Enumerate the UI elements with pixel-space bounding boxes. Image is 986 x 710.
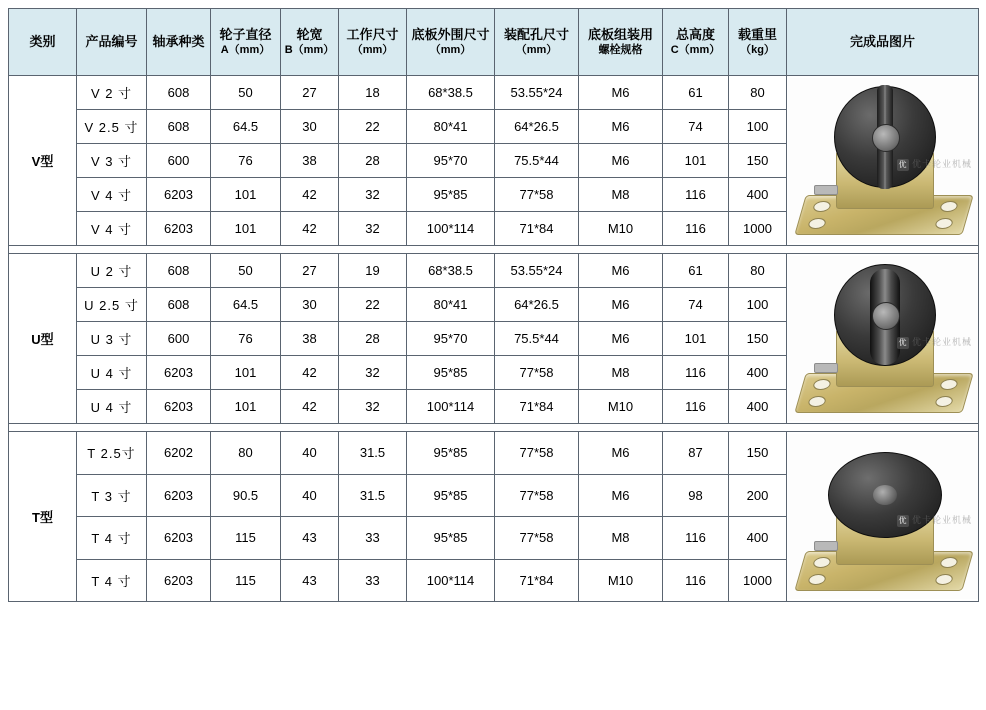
- cell-width: 38: [281, 144, 339, 178]
- cell-load: 1000: [729, 559, 787, 602]
- header-product-photo-main: 完成品图片: [849, 34, 915, 50]
- cell-hole-size: 64*26.5: [495, 110, 579, 144]
- header-wheel-width-sub: B（mm）: [284, 44, 335, 57]
- cell-diameter: 90.5: [211, 474, 281, 517]
- cell-hole-size: 77*58: [495, 432, 579, 475]
- header-mounting-hole-size-main: 装配孔尺寸: [503, 26, 569, 42]
- header-wheel-width: [281, 9, 339, 76]
- cell-working-size: 32: [339, 356, 407, 390]
- cell-working-size: 32: [339, 390, 407, 424]
- cell-width: 30: [281, 288, 339, 322]
- cell-hole-size: 71*84: [495, 390, 579, 424]
- cell-plate-size: 95*85: [407, 356, 495, 390]
- header-bolt-spec: [579, 9, 663, 76]
- cell-width: 42: [281, 178, 339, 212]
- cell-plate-size: 95*85: [407, 432, 495, 475]
- cell-bolt: M8: [579, 178, 663, 212]
- header-wheel-width-main: 轮宽: [296, 26, 323, 42]
- cell-bolt: M8: [579, 356, 663, 390]
- cell-diameter: 101: [211, 212, 281, 246]
- header-product-code: [77, 9, 147, 76]
- watermark-text: 优卡轮业机械: [911, 515, 972, 526]
- header-working-size: [339, 9, 407, 76]
- cell-height: 61: [663, 254, 729, 288]
- cell-plate-size: 68*38.5: [407, 254, 495, 288]
- cell-plate-size: 95*70: [407, 144, 495, 178]
- cell-load: 100: [729, 288, 787, 322]
- cell-bolt: M6: [579, 432, 663, 475]
- cell-bearing: 608: [147, 254, 211, 288]
- cell-bolt: M8: [579, 517, 663, 560]
- cell-model: U 2.5 寸: [77, 288, 147, 322]
- cell-height: 116: [663, 517, 729, 560]
- cell-plate-size: 68*38.5: [407, 76, 495, 110]
- cell-hole-size: 71*84: [495, 559, 579, 602]
- plate-hole-icon: [934, 396, 954, 407]
- cell-working-size: 22: [339, 288, 407, 322]
- header-plate-outer-size-sub: （mm）: [429, 44, 472, 57]
- header-wheel-diameter-sub: A（mm）: [220, 44, 271, 57]
- header-wheel-diameter: [211, 9, 281, 76]
- plate-hole-icon: [807, 574, 827, 585]
- cell-height: 87: [663, 432, 729, 475]
- plate-hole-icon: [939, 557, 959, 568]
- cell-hole-size: 77*58: [495, 356, 579, 390]
- cell-width: 40: [281, 474, 339, 517]
- cell-model: T 3 寸: [77, 474, 147, 517]
- cell-hole-size: 75.5*44: [495, 144, 579, 178]
- plate-hole-icon: [812, 379, 832, 390]
- header-plate-outer-size: [407, 9, 495, 76]
- cell-bolt: M6: [579, 288, 663, 322]
- cell-width: 40: [281, 432, 339, 475]
- cell-height: 116: [663, 356, 729, 390]
- cell-width: 43: [281, 517, 339, 560]
- cell-load: 400: [729, 178, 787, 212]
- plate-hole-icon: [812, 557, 832, 568]
- product-photo-v: [787, 76, 979, 246]
- cell-hole-size: 53.55*24: [495, 76, 579, 110]
- watermark-badge-icon: 优: [898, 337, 908, 347]
- header-product-code-main: 产品编号: [85, 34, 138, 50]
- cell-working-size: 28: [339, 144, 407, 178]
- cell-height: 101: [663, 144, 729, 178]
- cell-load: 400: [729, 390, 787, 424]
- header-category-main: 类别: [29, 34, 56, 50]
- watermark-badge-icon: 优: [898, 159, 908, 169]
- group-label-u: U型: [9, 254, 77, 424]
- cell-working-size: 32: [339, 212, 407, 246]
- product-photo-t: [787, 432, 979, 602]
- cell-working-size: 32: [339, 178, 407, 212]
- cell-working-size: 31.5: [339, 474, 407, 517]
- header-mounting-hole-size: [495, 9, 579, 76]
- header-load-capacity-sub: （kg）: [740, 44, 775, 57]
- header-bearing-type: [147, 9, 211, 76]
- cell-model: V 2.5 寸: [77, 110, 147, 144]
- cell-load: 150: [729, 144, 787, 178]
- header-bolt-spec-sub: 螺栓规格: [598, 44, 643, 57]
- header-working-size-sub: （mm）: [351, 44, 394, 57]
- cell-height: 98: [663, 474, 729, 517]
- cell-model: U 2 寸: [77, 254, 147, 288]
- cell-plate-size: 95*85: [407, 474, 495, 517]
- header-product-photo: [787, 9, 979, 76]
- cell-working-size: 33: [339, 559, 407, 602]
- cell-width: 42: [281, 356, 339, 390]
- cell-model: V 2 寸: [77, 76, 147, 110]
- cell-model: U 4 寸: [77, 356, 147, 390]
- plate-hole-icon: [807, 218, 827, 229]
- cell-hole-size: 77*58: [495, 517, 579, 560]
- v-groove-wheel: [834, 86, 936, 188]
- table-body: [9, 76, 979, 602]
- cell-bolt: M6: [579, 254, 663, 288]
- cell-model: T 2.5寸: [77, 432, 147, 475]
- caster-illustration-t: [788, 434, 978, 599]
- cell-width: 42: [281, 390, 339, 424]
- wheel-hub: [873, 485, 897, 505]
- cell-load: 100: [729, 110, 787, 144]
- cell-bearing: 6203: [147, 212, 211, 246]
- watermark: [897, 157, 972, 171]
- cell-width: 42: [281, 212, 339, 246]
- cell-model: T 4 寸: [77, 517, 147, 560]
- caster-specification-table: [8, 8, 979, 602]
- cell-plate-size: 80*41: [407, 288, 495, 322]
- cell-diameter: 50: [211, 254, 281, 288]
- axle-bolt: [814, 363, 838, 373]
- cell-height: 116: [663, 559, 729, 602]
- cell-model: V 4 寸: [77, 178, 147, 212]
- caster-illustration-u: [788, 256, 978, 421]
- cell-height: 61: [663, 76, 729, 110]
- header-plate-outer-size-main: 底板外围尺寸: [411, 26, 490, 42]
- group-label-t: T型: [9, 432, 77, 602]
- cell-diameter: 50: [211, 76, 281, 110]
- cell-diameter: 101: [211, 178, 281, 212]
- cell-load: 80: [729, 254, 787, 288]
- cell-width: 27: [281, 254, 339, 288]
- cell-width: 43: [281, 559, 339, 602]
- cell-load: 150: [729, 322, 787, 356]
- watermark: [897, 335, 972, 349]
- watermark-badge-icon: 优: [898, 515, 908, 525]
- cell-hole-size: 77*58: [495, 474, 579, 517]
- cell-load: 400: [729, 517, 787, 560]
- cell-diameter: 64.5: [211, 110, 281, 144]
- cell-model: U 3 寸: [77, 322, 147, 356]
- table-row: [9, 254, 979, 288]
- cell-bolt: M6: [579, 144, 663, 178]
- cell-bearing: 6203: [147, 517, 211, 560]
- plate-hole-icon: [812, 201, 832, 212]
- cell-model: V 4 寸: [77, 212, 147, 246]
- plate-hole-icon: [807, 396, 827, 407]
- cell-height: 74: [663, 110, 729, 144]
- cell-hole-size: 64*26.5: [495, 288, 579, 322]
- cell-height: 116: [663, 212, 729, 246]
- watermark: [897, 513, 972, 527]
- cell-bolt: M10: [579, 559, 663, 602]
- watermark-text: 优卡轮业机械: [911, 337, 972, 348]
- cell-bearing: 608: [147, 76, 211, 110]
- cell-diameter: 101: [211, 356, 281, 390]
- header-bolt-spec-main: 底板组装用: [587, 26, 653, 42]
- cell-diameter: 64.5: [211, 288, 281, 322]
- cell-hole-size: 71*84: [495, 212, 579, 246]
- header-wheel-diameter-main: 轮子直径: [219, 26, 272, 42]
- cell-bearing: 6203: [147, 559, 211, 602]
- watermark-text: 优卡轮业机械: [911, 159, 972, 170]
- cell-bearing: 608: [147, 288, 211, 322]
- wheel-hub: [872, 124, 900, 152]
- cell-diameter: 115: [211, 517, 281, 560]
- table-header: [9, 9, 979, 76]
- cell-bearing: 6203: [147, 178, 211, 212]
- plate-hole-icon: [939, 379, 959, 390]
- cell-working-size: 22: [339, 110, 407, 144]
- cell-width: 27: [281, 76, 339, 110]
- cell-working-size: 19: [339, 254, 407, 288]
- cell-bolt: M6: [579, 322, 663, 356]
- cell-bolt: M10: [579, 390, 663, 424]
- cell-working-size: 31.5: [339, 432, 407, 475]
- cell-bearing: 600: [147, 144, 211, 178]
- cell-diameter: 76: [211, 322, 281, 356]
- cell-bolt: M6: [579, 110, 663, 144]
- cell-width: 30: [281, 110, 339, 144]
- group-separator: [9, 424, 979, 432]
- cell-plate-size: 95*85: [407, 517, 495, 560]
- cell-load: 150: [729, 432, 787, 475]
- cell-hole-size: 77*58: [495, 178, 579, 212]
- cell-model: T 4 寸: [77, 559, 147, 602]
- header-total-height-sub: C（mm）: [670, 44, 721, 57]
- cell-hole-size: 75.5*44: [495, 322, 579, 356]
- plate-hole-icon: [934, 218, 954, 229]
- header-total-height-main: 总高度: [675, 26, 715, 42]
- header-total-height: [663, 9, 729, 76]
- cell-bearing: 6203: [147, 356, 211, 390]
- cell-diameter: 76: [211, 144, 281, 178]
- table-row: [9, 76, 979, 110]
- cell-bearing: 6203: [147, 390, 211, 424]
- cell-load: 400: [729, 356, 787, 390]
- caster-illustration-v: [788, 78, 978, 243]
- cell-working-size: 33: [339, 517, 407, 560]
- cell-diameter: 101: [211, 390, 281, 424]
- cell-plate-size: 100*114: [407, 559, 495, 602]
- cell-diameter: 115: [211, 559, 281, 602]
- product-photo-u: [787, 254, 979, 424]
- cell-plate-size: 100*114: [407, 212, 495, 246]
- plate-hole-icon: [939, 201, 959, 212]
- cell-load: 80: [729, 76, 787, 110]
- header-working-size-main: 工作尺寸: [346, 26, 399, 42]
- cell-bolt: M10: [579, 212, 663, 246]
- cell-bearing: 6202: [147, 432, 211, 475]
- cell-diameter: 80: [211, 432, 281, 475]
- group-label-v: V型: [9, 76, 77, 246]
- group-separator: [9, 246, 979, 254]
- cell-height: 116: [663, 390, 729, 424]
- cell-bolt: M6: [579, 474, 663, 517]
- cell-plate-size: 95*70: [407, 322, 495, 356]
- cell-plate-size: 80*41: [407, 110, 495, 144]
- wheel-hub: [872, 302, 900, 330]
- cell-height: 74: [663, 288, 729, 322]
- cell-width: 38: [281, 322, 339, 356]
- cell-height: 116: [663, 178, 729, 212]
- header-row: [9, 9, 979, 76]
- header-bearing-type-main: 轴承种类: [152, 34, 205, 50]
- u-groove-wheel: [834, 264, 936, 366]
- cell-model: U 4 寸: [77, 390, 147, 424]
- cell-height: 101: [663, 322, 729, 356]
- table-row: [9, 432, 979, 475]
- axle-bolt: [814, 185, 838, 195]
- axle-bolt: [814, 541, 838, 551]
- header-mounting-hole-size-sub: （mm）: [515, 44, 558, 57]
- cell-bearing: 6203: [147, 474, 211, 517]
- cell-plate-size: 95*85: [407, 178, 495, 212]
- cell-bearing: 608: [147, 110, 211, 144]
- cell-plate-size: 100*114: [407, 390, 495, 424]
- cell-load: 1000: [729, 212, 787, 246]
- cell-load: 200: [729, 474, 787, 517]
- cell-bolt: M6: [579, 76, 663, 110]
- cell-model: V 3 寸: [77, 144, 147, 178]
- plate-hole-icon: [934, 574, 954, 585]
- header-category: [9, 9, 77, 76]
- cell-hole-size: 53.55*24: [495, 254, 579, 288]
- cell-bearing: 600: [147, 322, 211, 356]
- header-load-capacity: [729, 9, 787, 76]
- cell-working-size: 18: [339, 76, 407, 110]
- header-load-capacity-main: 载重里: [737, 26, 777, 42]
- cell-working-size: 28: [339, 322, 407, 356]
